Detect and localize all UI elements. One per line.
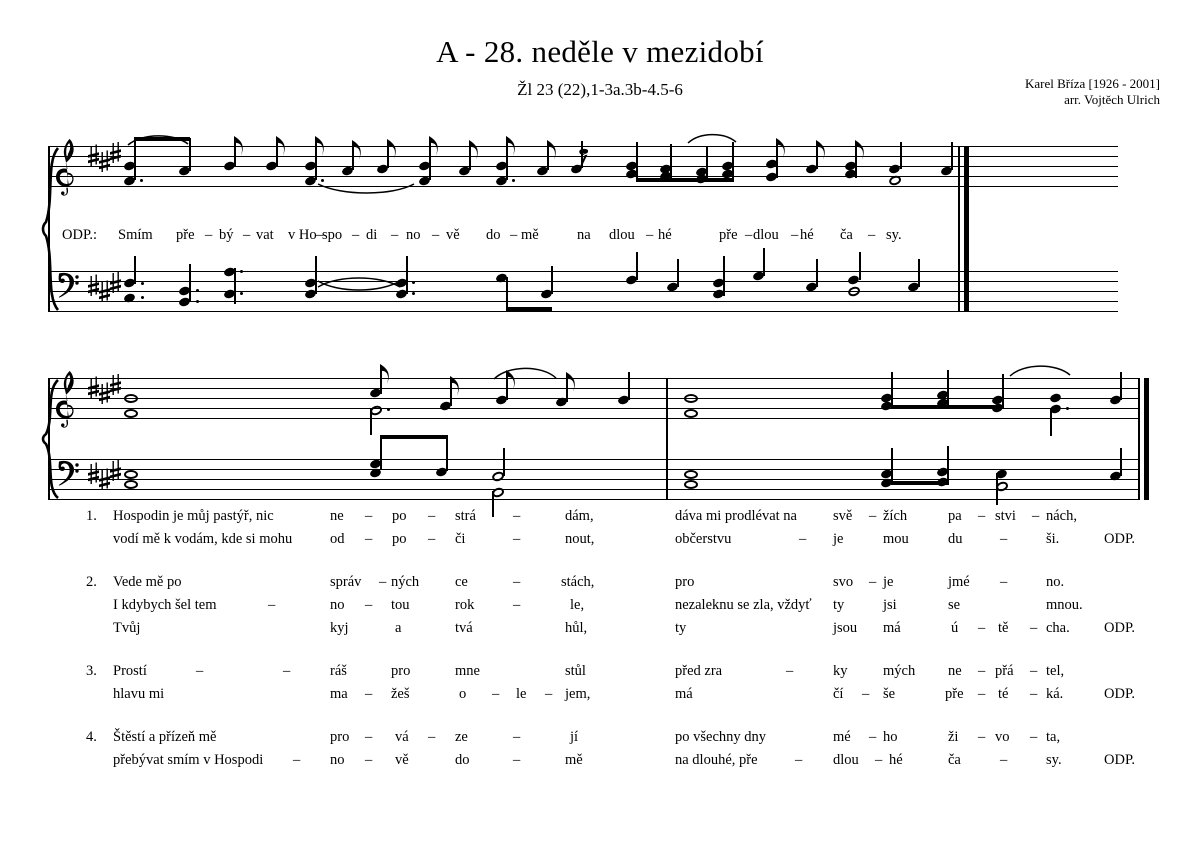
lyric-syllable: jsou: [833, 620, 858, 636]
lyric-syllable: –: [1030, 729, 1038, 745]
verse-line: [0, 620, 1200, 643]
lyric-syllable: dlou: [833, 752, 859, 768]
stem: [636, 142, 638, 178]
lyric-syllable: tel,: [1046, 663, 1065, 679]
lyric-syllable: po všechny dny: [675, 729, 767, 745]
arranger-name: arr. Vojtěch Ulrich: [1064, 92, 1160, 107]
stem: [891, 448, 893, 484]
stem: [891, 372, 893, 406]
lyric-syllable: –: [795, 752, 803, 768]
lyric-syllable: –: [799, 531, 807, 547]
refrain-syllable: –: [745, 227, 753, 243]
final-barline-thick-2: [1144, 378, 1149, 500]
lyric-syllable: vo: [995, 729, 1010, 745]
stem: [628, 372, 630, 400]
lyric-syllable: du: [948, 531, 963, 547]
lyric-syllable: má: [883, 620, 901, 636]
lyric-syllable: tě: [998, 620, 1009, 636]
refrain-syllable: pře: [176, 227, 195, 243]
refrain-syllable: pře: [719, 227, 738, 243]
lyric-syllable: –: [978, 620, 986, 636]
lyric-syllable: má: [675, 686, 693, 702]
lyric-syllable: –: [365, 752, 373, 768]
lyric-syllable: –: [513, 574, 521, 590]
lyric-syllable: jí: [570, 729, 579, 745]
refrain-syllable: –: [510, 227, 518, 243]
refrain-syllable: Smím: [118, 227, 153, 243]
lyric-syllable: dáva mi prodlévat na: [675, 508, 797, 524]
lyric-syllable: jsi: [883, 597, 897, 613]
lyric-syllable: čí: [833, 686, 844, 702]
verses-block: [0, 508, 1200, 795]
refrain-syllable: vat: [256, 227, 274, 243]
beam: [891, 481, 949, 485]
beam: [506, 307, 552, 311]
lyric-syllable: mých: [883, 663, 916, 679]
lyric-syllable: –: [869, 508, 877, 524]
lyric-syllable: svě: [833, 508, 853, 524]
eighth-flag: [469, 140, 482, 162]
treble-staff-2: [48, 378, 1138, 419]
lyric-syllable: ODP.: [1104, 531, 1136, 547]
lyric-syllable: –: [978, 729, 986, 745]
refrain-syllable: bý: [219, 227, 234, 243]
final-barline-thin-1: [958, 146, 960, 312]
lyric-syllable: –: [1000, 574, 1008, 590]
lyric-syllable: mne: [455, 663, 480, 679]
verse-line: [0, 663, 1200, 686]
stem: [723, 256, 725, 296]
refrain-syllable: mě: [521, 227, 539, 243]
stem: [636, 252, 638, 280]
lyric-syllable: mé: [833, 729, 851, 745]
refrain-syllable: no: [406, 227, 421, 243]
lyric-syllable: Vede mě po: [113, 574, 182, 590]
lyric-syllable: no.: [1046, 574, 1065, 590]
lyric-syllable: –: [978, 663, 986, 679]
lyric-syllable: –: [869, 574, 877, 590]
lyric-syllable: ma: [330, 686, 348, 702]
lyric-syllable: ži: [948, 729, 959, 745]
lyric-syllable: dám,: [565, 508, 594, 524]
stem: [406, 256, 408, 294]
eighth-flag: [352, 140, 365, 162]
lyric-syllable: nout,: [565, 531, 595, 547]
verse-line: [0, 597, 1200, 620]
lyric-syllable: –: [492, 686, 500, 702]
lyric-syllable: –: [283, 663, 291, 679]
verse-line: [0, 686, 1200, 709]
notehead-whole: [124, 394, 138, 403]
lyric-syllable: ce: [455, 574, 468, 590]
eighth-flag: [566, 372, 579, 394]
lyric-syllable: přá: [995, 663, 1014, 679]
lyric-syllable: no: [330, 752, 345, 768]
lyric-syllable: –: [365, 729, 373, 745]
lyric-syllable: –: [869, 729, 877, 745]
lyric-syllable: či: [455, 531, 466, 547]
refrain-syllable: hé: [800, 227, 814, 243]
notehead-whole: [124, 470, 138, 479]
verse-line: [0, 531, 1200, 554]
verse-number: 3.: [86, 663, 97, 679]
refrain-syllable: dlou: [753, 227, 779, 243]
lyric-syllable: žeš: [391, 686, 410, 702]
lyric-syllable: –: [862, 686, 870, 702]
lyric-syllable: ne: [948, 663, 962, 679]
lyric-syllable: po: [392, 531, 407, 547]
stem: [189, 264, 191, 302]
bass-clef-icon: [56, 458, 82, 488]
lyric-syllable: hlavu mi: [113, 686, 165, 702]
notehead-whole: [684, 409, 698, 418]
stem: [732, 142, 734, 182]
stem: [446, 437, 448, 471]
eighth-flag: [506, 370, 519, 392]
verse-line: [0, 752, 1200, 775]
lyric-syllable: mou: [883, 531, 909, 547]
lyric-syllable: pa: [948, 508, 962, 524]
lyric-syllable: žích: [883, 508, 908, 524]
lyric-syllable: –: [268, 597, 276, 613]
refrain-syllable: na: [577, 227, 591, 243]
lyric-syllable: –: [1030, 620, 1038, 636]
lyric-syllable: –: [1032, 508, 1040, 524]
lyric-syllable: Tvůj: [113, 620, 141, 636]
refrain-syllable: –: [352, 227, 360, 243]
eighth-flag: [234, 136, 247, 158]
lyric-syllable: –: [978, 508, 986, 524]
lyric-syllable: no: [330, 597, 345, 613]
lyric-syllable: –: [1000, 752, 1008, 768]
treble-clef-icon: [54, 368, 82, 430]
lyric-syllable: vá: [395, 729, 409, 745]
stem: [951, 142, 953, 170]
lyric-syllable: před zra: [675, 663, 723, 679]
refrain-syllable: dlou: [609, 227, 635, 243]
slur: [316, 182, 416, 198]
lyric-syllable: ú: [951, 620, 959, 636]
slur: [492, 364, 558, 382]
lyric-syllable: ty: [833, 597, 845, 613]
eighth-flag: [380, 364, 393, 386]
lyric-syllable: jmé: [948, 574, 970, 590]
stem: [1002, 374, 1004, 408]
lyric-syllable: ho: [883, 729, 898, 745]
notehead-whole: [684, 480, 698, 489]
lyric-syllable: ta,: [1046, 729, 1061, 745]
stem: [1120, 448, 1122, 476]
stem: [370, 409, 372, 435]
verse-line: [0, 574, 1200, 597]
eighth-flag: [547, 140, 560, 162]
stem: [503, 448, 505, 476]
lyric-syllable: tou: [391, 597, 410, 613]
lyric-syllable: Hospodin je můj pastýř, nic: [113, 508, 274, 524]
bass-staff-2: [48, 459, 1138, 500]
lyric-syllable: –: [513, 531, 521, 547]
slur: [686, 130, 738, 146]
lyric-syllable: ty: [675, 620, 687, 636]
stem: [859, 252, 861, 280]
stem: [134, 138, 136, 180]
eighth-flag: [506, 136, 519, 158]
lyric-syllable: ráš: [330, 663, 347, 679]
psalm-reference: Žl 23 (22),1-3a.3b-4.5-6: [517, 80, 683, 99]
key-signature-bass-1: [88, 272, 122, 316]
treble-clef-icon: [54, 136, 82, 198]
lyric-syllable: –: [1000, 531, 1008, 547]
eighth-flag: [315, 136, 328, 158]
measure-barline: [666, 378, 668, 500]
beam: [134, 137, 190, 141]
stem: [189, 138, 191, 171]
eighth-flag: [776, 138, 789, 160]
notehead-whole: [684, 470, 698, 479]
stem: [551, 266, 553, 294]
key-signature-treble-2: [88, 374, 122, 422]
lyric-syllable: –: [875, 752, 883, 768]
refrain-syllable: do: [486, 227, 501, 243]
lyric-syllable: –: [428, 729, 436, 745]
lyric-syllable: kyj: [330, 620, 349, 636]
stem: [1120, 372, 1122, 400]
lyric-syllable: ODP.: [1104, 686, 1136, 702]
system-start-barline-2: [48, 378, 50, 500]
tie: [316, 275, 402, 291]
verse: [0, 729, 1200, 775]
lyric-syllable: ODP.: [1104, 620, 1136, 636]
refrain-syllable: vě: [446, 227, 460, 243]
lyric-syllable: ky: [833, 663, 848, 679]
lyric-syllable: –: [428, 531, 436, 547]
slur: [1008, 362, 1072, 380]
stem: [234, 268, 236, 304]
lyric-syllable: do: [455, 752, 470, 768]
lyric-syllable: le,: [570, 597, 585, 613]
lyric-syllable: –: [1030, 663, 1038, 679]
lyric-syllable: ODP.: [1104, 752, 1136, 768]
lyric-syllable: –: [293, 752, 301, 768]
lyric-syllable: –: [1030, 686, 1038, 702]
lyric-syllable: Štěstí a přízeň mě: [113, 729, 217, 745]
lyric-syllable: na dlouhé, pře: [675, 752, 758, 768]
lyric-syllable: hé: [889, 752, 903, 768]
verse-number: 2.: [86, 574, 97, 590]
stem: [763, 248, 765, 276]
stem: [706, 146, 708, 182]
system-start-barline-1: [48, 146, 50, 312]
lyric-syllable: mnou.: [1046, 597, 1083, 613]
stem: [900, 142, 902, 169]
lyric-syllable: ši.: [1046, 531, 1060, 547]
lyric-syllable: –: [196, 663, 204, 679]
lyric-syllable: mě: [565, 752, 583, 768]
lyric-syllable: Prostí: [113, 663, 147, 679]
stem: [670, 144, 672, 180]
key-signature-bass-2: [88, 460, 122, 504]
stem: [947, 446, 949, 482]
key-signature-treble-1: [88, 142, 122, 190]
lyric-syllable: je: [883, 574, 894, 590]
lyric-syllable: přebývat smím v Hospodi: [113, 752, 264, 768]
stem: [947, 370, 949, 406]
lyric-syllable: od: [330, 531, 345, 547]
stem: [677, 259, 679, 287]
lyric-syllable: –: [513, 752, 521, 768]
lyric-syllable: ča: [948, 752, 961, 768]
lyric-syllable: –: [786, 663, 794, 679]
refrain-syllable: di: [366, 227, 378, 243]
verse-line: [0, 508, 1200, 531]
refrain-syllable: –: [432, 227, 440, 243]
refrain-syllable: ča: [840, 227, 853, 243]
lyric-syllable: –: [513, 597, 521, 613]
notehead-whole: [684, 394, 698, 403]
lyric-syllable: –: [513, 729, 521, 745]
lyric-syllable: a: [395, 620, 402, 636]
eighth-flag: [855, 140, 868, 162]
lyric-syllable: se: [948, 597, 961, 613]
refrain-syllable: v Ho: [288, 227, 317, 243]
lyric-syllable: pro: [675, 574, 695, 590]
beam: [636, 178, 734, 182]
lyric-syllable: sy.: [1046, 752, 1062, 768]
lyric-syllable: o: [459, 686, 467, 702]
beam: [891, 405, 1003, 409]
lyric-syllable: še: [883, 686, 896, 702]
beam: [380, 435, 448, 439]
lyric-syllable: –: [365, 508, 373, 524]
lyric-syllable: po: [392, 508, 407, 524]
refrain-syllable: ODP.:: [62, 227, 98, 243]
refrain-syllable: –: [243, 227, 251, 243]
refrain-syllable: –: [868, 227, 876, 243]
refrain-syllable: –: [391, 227, 399, 243]
composer-name: Karel Bříza [1926 - 2001]: [1024, 76, 1160, 91]
lyric-syllable: –: [513, 508, 521, 524]
eighth-flag: [450, 376, 463, 398]
lyric-syllable: –: [428, 508, 436, 524]
refrain-syllable: spo: [322, 227, 343, 243]
refrain-syllable: –: [205, 227, 213, 243]
lyric-syllable: stách,: [561, 574, 595, 590]
stem: [816, 259, 818, 287]
lyric-syllable: –: [365, 597, 373, 613]
lyric-syllable: –: [365, 686, 373, 702]
lyric-syllable: –: [379, 574, 387, 590]
lyric-syllable: ze: [455, 729, 468, 745]
lyric-syllable: cha.: [1046, 620, 1070, 636]
page-title: A - 28. neděle v mezidobí: [436, 34, 764, 69]
refrain-syllable: sy.: [886, 227, 902, 243]
lyric-syllable: stvi: [995, 508, 1016, 524]
lyric-syllable: jem,: [565, 686, 591, 702]
refrain-syllable: hé: [658, 227, 672, 243]
lyric-syllable: stůl: [565, 663, 586, 679]
lyric-syllable: vě: [395, 752, 409, 768]
eighth-flag: [816, 140, 829, 162]
lyric-syllable: je: [833, 531, 844, 547]
stem: [996, 473, 998, 505]
lyric-syllable: ká.: [1046, 686, 1064, 702]
lyric-syllable: strá: [455, 508, 476, 524]
lyric-syllable: I kdybych šel tem: [113, 597, 217, 613]
notehead-whole: [124, 480, 138, 489]
stem: [134, 256, 136, 284]
verse-line: [0, 729, 1200, 752]
lyric-syllable: –: [365, 531, 373, 547]
refrain-syllable: –: [791, 227, 799, 243]
bass-clef-icon: [56, 270, 82, 300]
final-barline-thick-1: [964, 146, 969, 312]
stem: [380, 437, 382, 469]
verse: [0, 574, 1200, 643]
notehead-whole: [124, 409, 138, 418]
stem: [1050, 408, 1052, 436]
lyric-syllable: svo: [833, 574, 854, 590]
lyric-syllable: nezaleknu se zla, vždyť: [675, 597, 812, 613]
credits: [1025, 76, 1160, 108]
lyric-syllable: pro: [391, 663, 411, 679]
lyric-syllable: –: [978, 686, 986, 702]
lyric-syllable: správ: [330, 574, 362, 590]
refrain-syllable: –: [646, 227, 654, 243]
eighth-flag: [387, 139, 400, 161]
lyric-syllable: vodí mě k vodám, kde si mohu: [113, 531, 293, 547]
eighth-rest-icon: [576, 147, 590, 169]
final-barline-thin-2: [1138, 378, 1140, 500]
lyric-syllable: té: [998, 686, 1009, 702]
refrain-syllable: –: [316, 227, 324, 243]
lyric-syllable: pro: [330, 729, 350, 745]
eighth-flag: [276, 136, 289, 158]
lyric-syllable: pře: [945, 686, 964, 702]
verse-number: 1.: [86, 508, 97, 524]
lyric-syllable: občerstvu: [675, 531, 732, 547]
verse-number: 4.: [86, 729, 97, 745]
stem: [506, 277, 508, 311]
verse: [0, 508, 1200, 554]
lyric-syllable: hůl,: [565, 620, 588, 636]
lyric-syllable: rok: [455, 597, 475, 613]
lyric-syllable: –: [545, 686, 553, 702]
lyric-syllable: ných: [391, 574, 420, 590]
stem: [918, 259, 920, 287]
verse: [0, 663, 1200, 709]
lyric-syllable: ne: [330, 508, 344, 524]
staff-system-2: [48, 378, 1138, 500]
lyric-syllable: nách,: [1046, 508, 1077, 524]
eighth-flag: [429, 136, 442, 158]
lyric-syllable: le: [516, 686, 527, 702]
lyric-syllable: tvá: [455, 620, 473, 636]
